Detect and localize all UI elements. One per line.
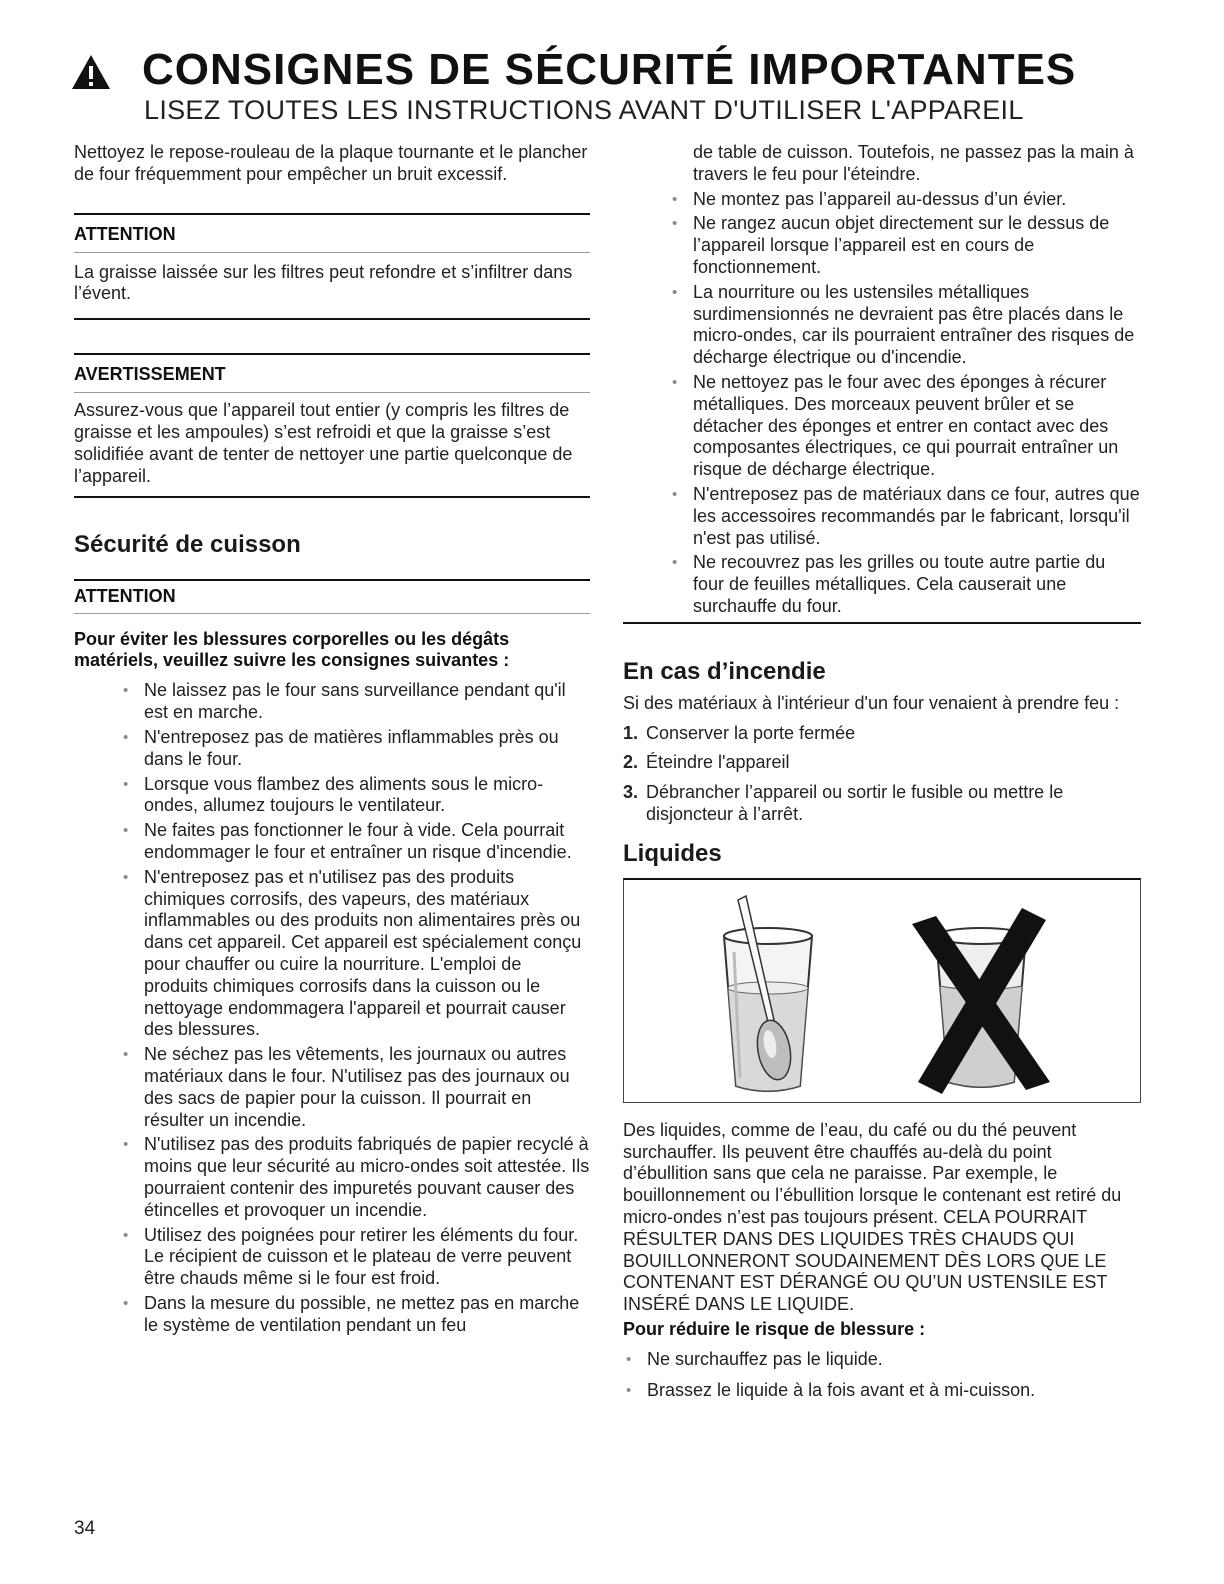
- list-item: • Ne surchauffez pas le liquide.: [623, 1349, 1141, 1371]
- list-item: • N'entreposez pas et n'utilisez pas des produits chimiques corrosifs, des vapeurs, des matériaux inflammables ou des produits non alimentaires près ou dans cet appareil. Cet appareil est spécialement conçu pour chauffer ou cuire la nourriture. L'emploi de produits chimiques corrosifs dans la cuisson ou le nettoyage endommagera l'appareil et pourrait causer des blessures.: [120, 867, 590, 1041]
- fire-intro: Si des matériaux à l'intérieur d'un four venaient à prendre feu :: [623, 692, 1120, 713]
- divider: [74, 318, 590, 320]
- liquids-paragraph: Des liquides, comme de l’eau, du café ou du thé peuvent surchauffer. Ils peuvent être chauffés au-delà du point d’ébullition sans que cela ne paraisse. Par exemple, le bouillonnement ou l’ébullition lorsque le contenant est retiré du micro-ondes n’est pas toujours présent. CELA POURRAIT RÉSULTER DANS DES LIQUIDES TRÈS CHAUDS QUI BOUILLONNERONT SOUDAINEMENT DÈS LORS QUE LE CONTENANT EST DÉRANGÉ OU QU’UN USTENSILE EST INSÉRÉ DANS LE LIQUIDE.: [623, 1119, 1122, 1315]
- list-item: • La nourriture ou les ustensiles métalliques surdimensionnés ne devraient pas être placés dans le micro-ondes, car ils pourraient entraîner des risques de décharge électrique ou d'incendie.: [669, 282, 1141, 369]
- list-item: [623, 782, 1141, 826]
- step-text: Débrancher l’appareil ou sortir le fusible ou mettre le disjoncteur à l’arrêt.: [646, 782, 1064, 824]
- glass-with-spoon-icon: [718, 892, 818, 1097]
- list-item: • N'entreposez pas de matières inflammables près ou dans le four.: [120, 727, 590, 771]
- step-text: Éteindre l'appareil: [646, 752, 790, 773]
- right-column: [623, 142, 1141, 1404]
- attention-label: ATTENTION: [74, 586, 176, 607]
- divider: [74, 213, 590, 215]
- list-item: • Ne nettoyez pas le four avec des éponges à récurer métalliques. Des morceaux peuvent brûler et se détacher des éponges et entrer en contact avec des composantes électriques, ce qui pourrait entraîner un risque de décharge électrique.: [669, 372, 1141, 481]
- list-item: • Ne recouvrez pas les grilles ou toute autre partie du four de feuilles métalliques. Cela causerait une surchauffe du four.: [669, 552, 1141, 617]
- liquids-warning-intro: Pour réduire le risque de blessure :: [623, 1318, 926, 1339]
- divider: [74, 392, 590, 393]
- divider: [74, 496, 590, 498]
- continuation-text: de table de cuisson. Toutefois, ne passez pas la main à travers le feu pour l'éteindre.: [693, 142, 1134, 184]
- list-item: • Ne faites pas fonctionner le four à vide. Cela pourrait endommager le four et entraîner un risque d'incendie.: [120, 820, 590, 864]
- list-item: • Ne laissez pas le four sans surveillance pendant qu'il est en marche.: [120, 680, 590, 724]
- warning-triangle-icon: [70, 53, 112, 91]
- intro-paragraph: Nettoyez le repose-rouleau de la plaque tournante et le plancher de four fréquemment pour empêcher un bruit excessif.: [74, 142, 588, 184]
- liquids-title: Liquides: [623, 839, 722, 867]
- divider: [74, 613, 590, 614]
- list-item: • Ne montez pas l’appareil au-dessus d’un évier.: [669, 189, 1141, 211]
- liquids-illustration: [623, 878, 1141, 1103]
- step-number: 1.: [623, 722, 639, 743]
- list-item: • Brassez le liquide à la fois avant et à mi-cuisson.: [623, 1380, 1141, 1402]
- list-item: • Utilisez des poignées pour retirer les éléments du four. Le récipient de cuisson et le plateau de verre peuvent être chauds même si le four est froid.: [120, 1225, 590, 1290]
- cooking-safety-list: [120, 680, 590, 1336]
- attention-label: ATTENTION: [74, 223, 176, 244]
- step-text: Conserver la porte fermée: [646, 722, 856, 743]
- appliance-safety-list: [669, 189, 1141, 618]
- fire-title: En cas d’incendie: [623, 657, 826, 685]
- attention-text: La graisse laissée sur les filtres peut refondre et s’infiltrer dans l’évent.: [74, 261, 573, 304]
- liquids-list: [623, 1349, 1141, 1402]
- fire-steps: [623, 723, 1141, 826]
- page-header: [70, 46, 1150, 126]
- step-number: 3.: [623, 782, 639, 803]
- list-item: • Ne séchez pas les vêtements, les journaux ou autres matériaux dans le four. N'utilisez pas des journaux ou des sacs de papier pour la cuisson. Il pourrait en résulter un incendie.: [120, 1044, 590, 1131]
- divider: [74, 579, 590, 581]
- divider: [623, 622, 1141, 624]
- page-number: 34: [74, 1518, 96, 1539]
- page-title: CONSIGNES DE SÉCURITÉ IMPORTANTES: [142, 45, 1077, 94]
- cooking-safety-title: Sécurité de cuisson: [74, 531, 301, 559]
- list-item: • Dans la mesure du possible, ne mettez pas en marche le système de ventilation pendant un feu: [120, 1293, 590, 1337]
- list-item: • N'utilisez pas des produits fabriqués de papier recyclé à moins que leur sécurité au micro-ondes soit attestée. Ils pourraient contenir des impuretés pouvant causer des étincelles et provoquer un incendie.: [120, 1134, 590, 1221]
- warning-text: Assurez-vous que l’appareil tout entier (y compris les filtres de graisse et les ampoules) s’est refroidi et que la graisse s’est solidifiée avant de tenter de nettoyer une partie quelconque de l’appareil.: [74, 400, 573, 486]
- page-subtitle: LISEZ TOUTES LES INSTRUCTIONS AVANT D'UTILISER L'APPAREIL: [144, 95, 1024, 125]
- list-item: • Lorsque vous flambez des aliments sous le micro-ondes, allumez toujours le ventilateur.: [120, 774, 590, 818]
- divider: [74, 353, 590, 355]
- crossed-out-glass-icon: [906, 906, 1056, 1096]
- list-item: • Ne rangez aucun objet directement sur le dessus de l’appareil lorsque l’appareil est en cours de fonctionnement.: [669, 213, 1141, 278]
- left-column: [74, 142, 590, 1339]
- list-item: [623, 752, 1141, 774]
- list-item: • N'entreposez pas de matériaux dans ce four, autres que les accessoires recommandés par le fabricant, lorsqu'il n'est pas utilisé.: [669, 484, 1141, 549]
- step-number: 2.: [623, 752, 639, 773]
- list-item: [623, 723, 1141, 745]
- attention-intro: Pour éviter les blessures corporelles ou les dégâts matériels, veuillez suivre les consignes suivantes :: [74, 629, 510, 671]
- divider: [74, 252, 590, 253]
- warning-label: AVERTISSEMENT: [74, 364, 226, 385]
